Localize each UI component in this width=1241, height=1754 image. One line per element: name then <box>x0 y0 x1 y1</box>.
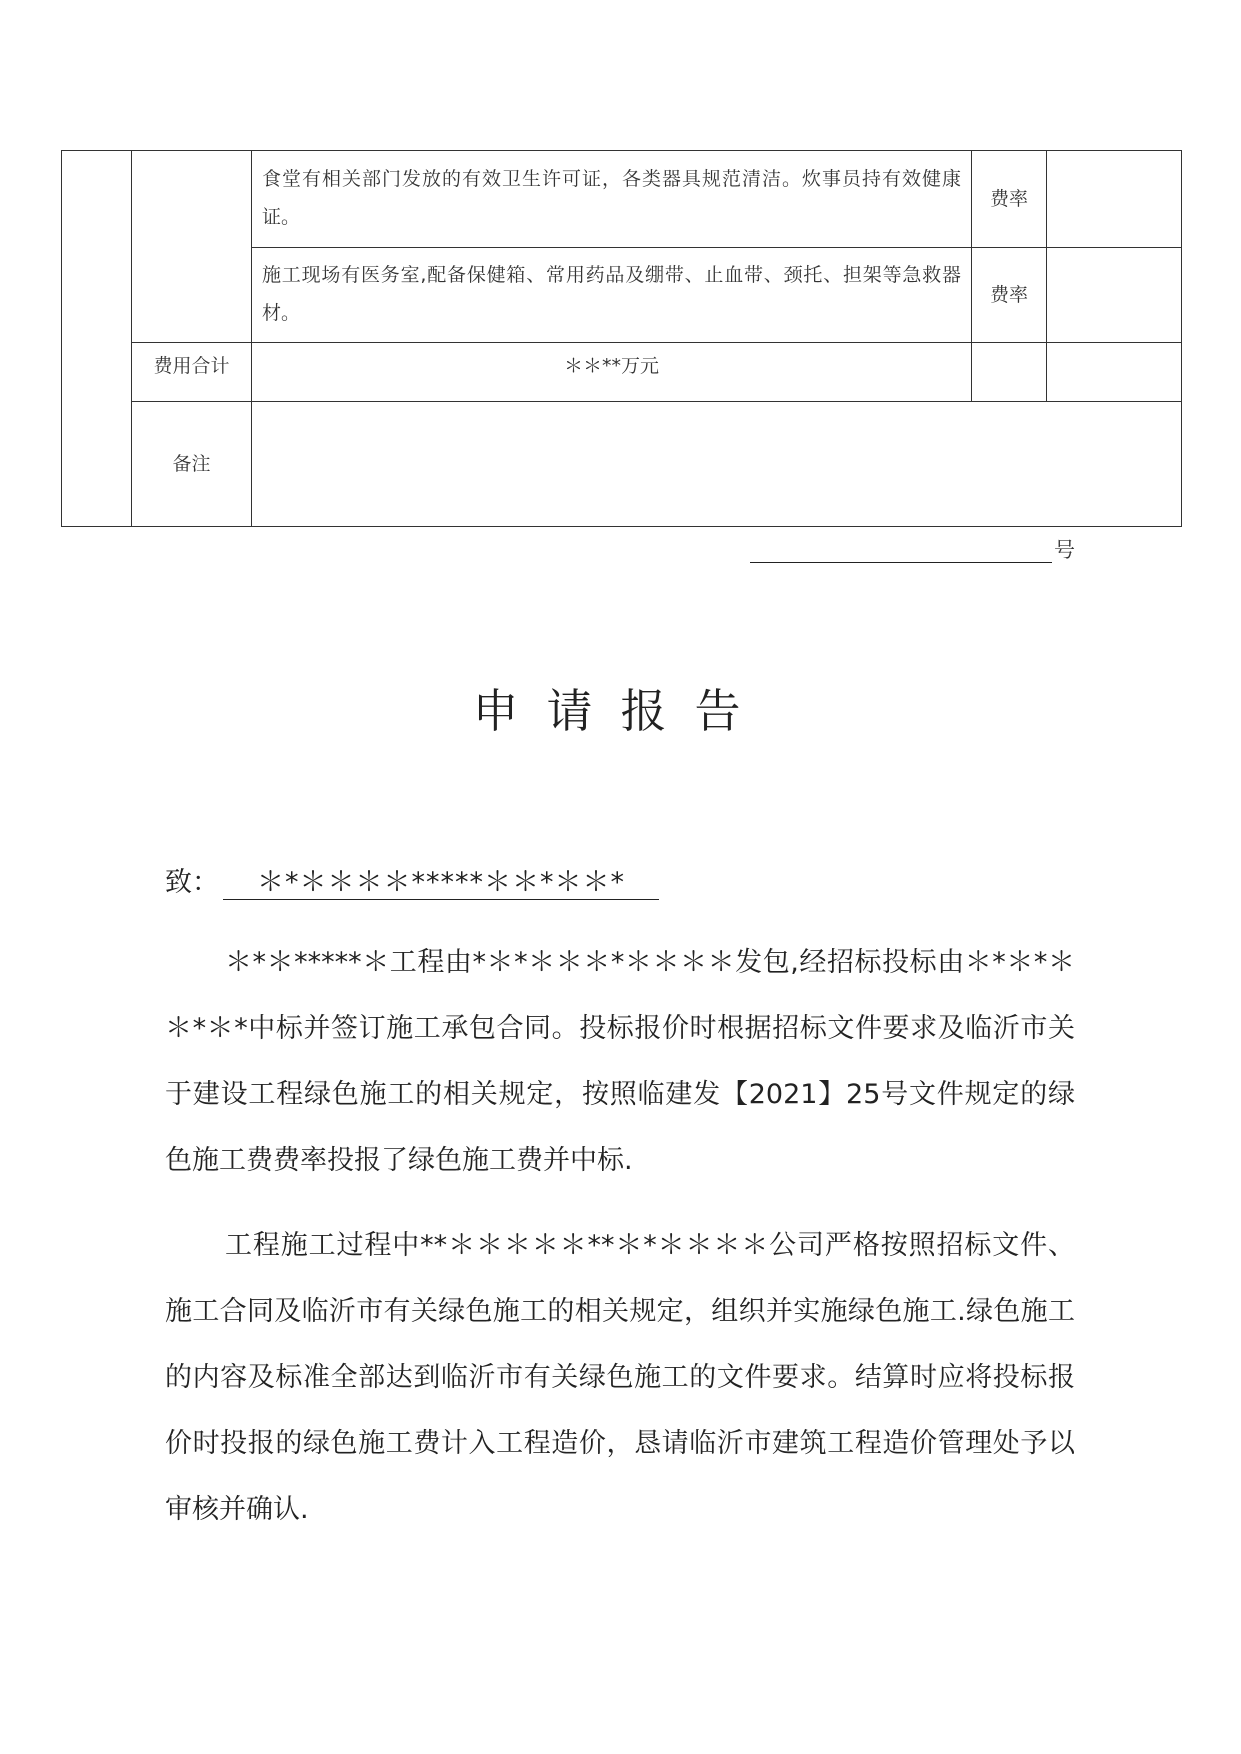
remarks-value <box>252 402 1182 527</box>
rate-label: 费率 <box>972 248 1047 343</box>
amount-cell <box>1047 151 1182 248</box>
remarks-label: 备注 <box>132 402 252 527</box>
rate-label: 费率 <box>972 151 1047 248</box>
item-content: 施工现场有医务室,配备保健箱、常用药品及绷带、止血带、颈托、担架等急救器材。 <box>252 248 972 343</box>
recipient-label: 致： <box>165 867 219 898</box>
document-number-field <box>750 536 1052 563</box>
fee-table <box>61 150 1182 527</box>
total-row <box>62 343 1182 402</box>
total-rate-cell <box>972 343 1047 402</box>
total-label: 费用合计 <box>132 343 252 402</box>
document-number-suffix: 号 <box>1054 538 1075 562</box>
item-content: 食堂有相关部门发放的有效卫生许可证，各类器具规范清洁。炊事员持有效健康证。 <box>252 151 972 248</box>
total-value: ＊＊**万元 <box>252 343 972 402</box>
report-paragraph: ＊*＊*****＊工程由*＊*＊＊＊*＊＊＊＊发包,经招标投标由＊*＊*＊＊*＊*中标并签订施工承包合同。投标报价时根据招标文件要求及临沂市关于建设工程绿色施工的相关规定，按照临建发【2021】25号文件规定的绿色施工费费率投报了绿色施工费并中标. <box>165 947 1075 1176</box>
recipient-line <box>165 860 659 900</box>
report-paragraph: 工程施工过程中**＊＊＊＊＊**＊*＊＊＊＊公司严格按照招标文件、施工合同及临沂市有关绿色施工的相关规定，组织并实施绿色施工.绿色施工的内容及标准全部达到临沂市有关绿色施工的文件要求。结算时应将投标报价时投报的绿色施工费计入工程造价，恳请临沂市建筑工程造价管理处予以审核并确认. <box>165 1230 1075 1525</box>
remarks-row <box>62 402 1182 527</box>
subcategory-cell <box>132 151 252 343</box>
report-title: 申请报告 <box>472 684 769 738</box>
table-row <box>62 151 1182 248</box>
recipient-value: ＊*＊＊＊＊*****＊＊*＊＊* <box>223 860 659 900</box>
amount-cell <box>1047 248 1182 343</box>
total-amount-cell <box>1047 343 1182 402</box>
category-cell <box>62 151 132 527</box>
